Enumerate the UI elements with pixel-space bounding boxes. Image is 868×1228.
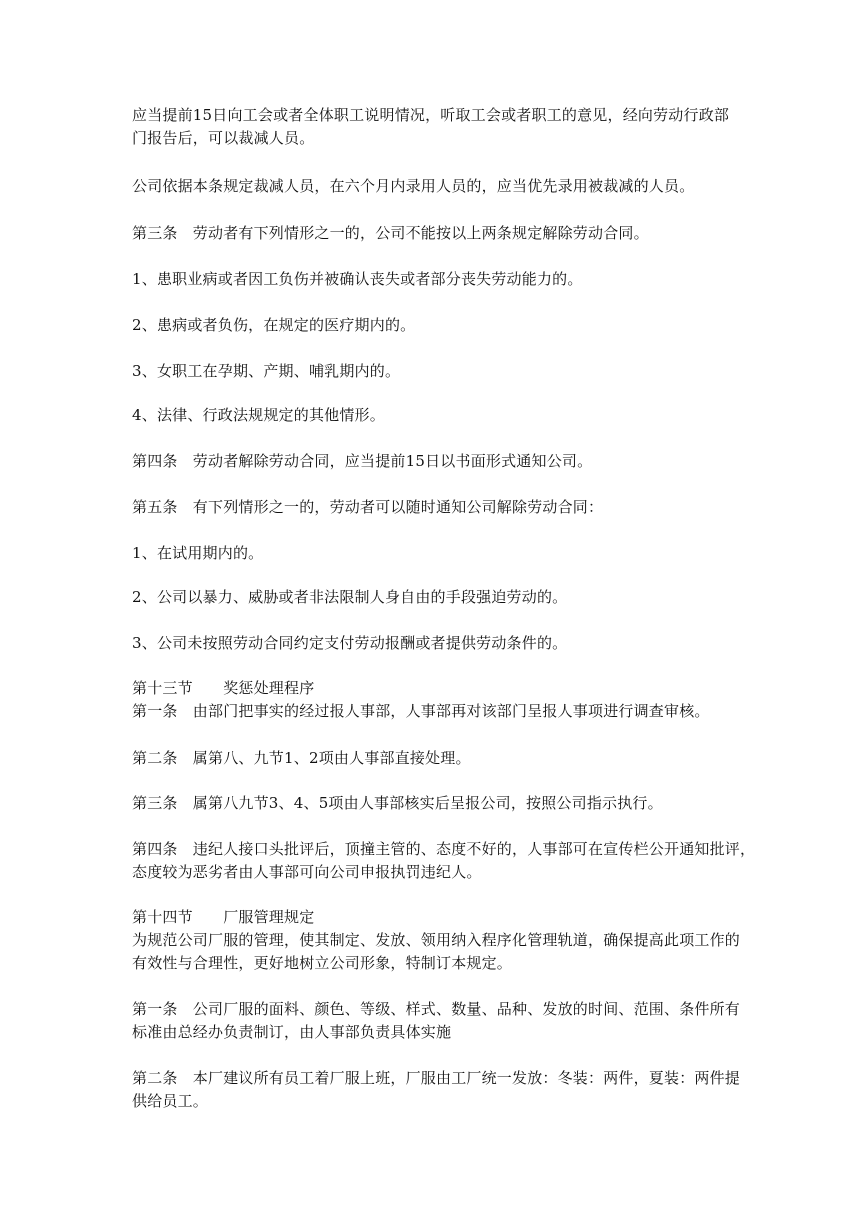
list-item-5: 1、在试用期内的。 <box>132 544 264 562</box>
section-13-heading: 第十三节 奖惩处理程序 <box>132 679 315 697</box>
section-13-article-3: 第三条 属第八九节3、4、5项由人事部核实后呈报公司，按照公司指示执行。 <box>132 794 663 812</box>
text-line-2: 门报告后，可以裁减人员。 <box>132 129 315 147</box>
list-item-2: 2、患病或者负伤，在规定的医疗期内的。 <box>132 316 416 334</box>
section-14-intro-line-1: 为规范公司厂服的管理，使其制定、发放、领用纳入程序化管理轨道，确保提高此项工作的 <box>132 931 741 949</box>
section-13-article-4-line-2: 态度较为恶劣者由人事部可向公司申报执罚违纪人。 <box>132 863 482 881</box>
list-item-3: 3、女职工在孕期、产期、哺乳期内的。 <box>132 362 401 380</box>
section-14-article-2-line-1: 第二条 本厂建议所有员工着厂服上班，厂服由工厂统一发放：冬装：两件，夏装：两件提 <box>132 1069 741 1087</box>
article-4-text: 第四条 劳动者解除劳动合同，应当提前15日以书面形式通知公司。 <box>132 452 593 470</box>
list-item-7: 3、公司未按照劳动合同约定支付劳动报酬或者提供劳动条件的。 <box>132 634 568 652</box>
list-item-4: 4、法律、行政法规规定的其他情形。 <box>132 406 385 424</box>
section-14-heading: 第十四节 厂服管理规定 <box>132 908 315 926</box>
section-14-intro-line-2: 有效性与合理性，更好地树立公司形象，特制订本规定。 <box>132 954 513 972</box>
section-14-article-2-line-2: 供给员工。 <box>132 1092 209 1110</box>
section-13-article-1: 第一条 由部门把事实的经过报人事部，人事部再对该部门呈报人事项进行调查审核。 <box>132 702 710 720</box>
text-line-3: 公司依据本条规定裁减人员，在六个月内录用人员的，应当优先录用被裁减的人员。 <box>132 177 695 195</box>
text-line-1: 应当提前15日向工会或者全体职工说明情况，听取工会或者职工的意见，经向劳动行政部 <box>132 106 730 124</box>
section-13-article-2: 第二条 属第八、九节1、2项由人事部直接处理。 <box>132 749 471 767</box>
article-5-heading: 第五条 有下列情形之一的，劳动者可以随时通知公司解除劳动合同： <box>132 498 604 516</box>
section-14-article-1-line-2: 标准由总经办负责制订，由人事部负责具体实施 <box>132 1023 452 1041</box>
list-item-1: 1、患职业病或者因工负伤并被确认丧失或者部分丧失劳动能力的。 <box>132 270 583 288</box>
article-3-heading: 第三条 劳动者有下列情形之一的，公司不能按以上两条规定解除劳动合同。 <box>132 224 649 242</box>
section-13-article-4-line-1: 第四条 违纪人接口头批评后，顶撞主管的、态度不好的，人事部可在宣传栏公开通知批评， <box>132 840 756 858</box>
section-14-article-1-line-1: 第一条 公司厂服的面料、颜色、等级、样式、数量、品种、发放的时间、范围、条件所有 <box>132 1000 741 1018</box>
list-item-6: 2、公司以暴力、威胁或者非法限制人身自由的手段强迫劳动的。 <box>132 588 568 606</box>
